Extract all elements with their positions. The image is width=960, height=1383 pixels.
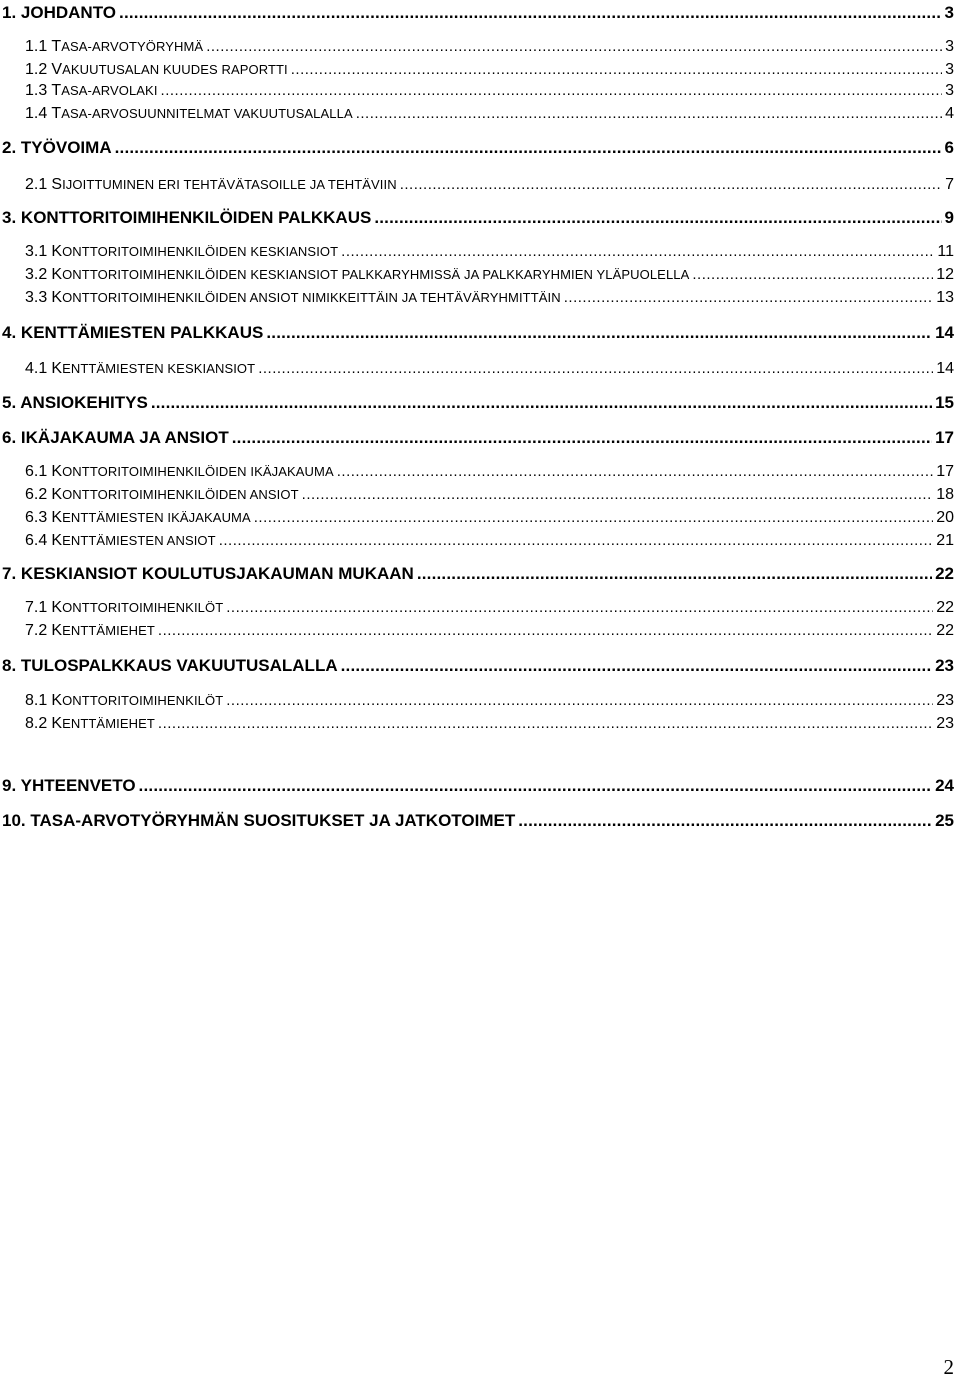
toc-entry-page: 22 [936, 599, 954, 616]
toc-entry-number: 1.3 [25, 82, 48, 99]
toc-entry-text: YHTEENVETO [20, 776, 136, 795]
toc-entry[interactable] [2, 776, 954, 796]
toc-entry-number: 10. [2, 811, 26, 830]
toc-entry-number: 7.2 [25, 622, 48, 639]
toc-entry-page: 3 [944, 3, 954, 22]
toc-entry-title [25, 508, 251, 528]
toc-dot-leader [254, 508, 933, 528]
toc-dot-leader [115, 138, 942, 158]
toc-entry-text: KONTTORITOIMIHENKILÖIDEN KESKIANSIOT PALKKARYHMISSÄ JA PALKKARYHMIEN YLÄPUOLELLA [51, 266, 690, 283]
toc-entry-number: 3.2 [25, 266, 48, 283]
toc-dot-leader [302, 485, 934, 505]
toc-entry-page: 18 [936, 486, 954, 503]
toc-dot-leader [417, 564, 932, 584]
toc-entry-text: KONTTORITOIMIHENKILÖIDEN ANSIOT NIMIKKEITTÄIN JA TEHTÄVÄRYHMITTÄIN [51, 289, 561, 306]
toc-entry-title [25, 242, 338, 262]
toc-entry-number: 8.2 [25, 715, 48, 732]
toc-entry-number: 7. [2, 564, 17, 583]
toc-entry-title [25, 288, 561, 308]
toc-entry-title [2, 656, 338, 676]
toc-dot-leader [139, 776, 933, 796]
toc-entry-page: 15 [935, 393, 954, 412]
toc-entry-text: KENTTÄMIESTEN ANSIOT [51, 532, 216, 549]
toc-entry-title [25, 359, 255, 379]
toc-entry-text: TYÖVOIMA [20, 138, 112, 157]
toc-entry[interactable] [25, 691, 954, 711]
toc-entry-page: 20 [936, 509, 954, 526]
toc-entry-text: TASA-ARVOTYÖRYHMÄ [51, 38, 204, 55]
toc-entry-number: 1.2 [25, 61, 48, 78]
toc-entry-text: KENTTÄMIESTEN IKÄJAKAUMA [51, 509, 251, 526]
toc-entry-title [2, 811, 515, 831]
toc-entry-text: KONTTORITOIMIHENKILÖIDEN ANSIOT [51, 486, 299, 503]
toc-entry[interactable] [25, 359, 954, 379]
toc-entry-page: 4 [945, 105, 954, 122]
toc-entry-text: JOHDANTO [20, 3, 117, 22]
toc-entry[interactable] [25, 621, 954, 641]
toc-entry-page: 6 [944, 138, 954, 157]
toc-entry[interactable] [25, 714, 954, 734]
toc-entry-page: 12 [936, 266, 954, 283]
toc-entry[interactable] [25, 462, 954, 482]
toc-entry-number: 6.3 [25, 509, 48, 526]
toc-entry-title [2, 208, 371, 228]
toc-entry[interactable] [25, 175, 954, 195]
toc-entry-text: KENTTÄMIESTEN KESKIANSIOT [51, 360, 256, 377]
toc-entry-title [25, 81, 158, 101]
toc-entry-page: 11 [937, 243, 954, 260]
toc-entry-page: 25 [935, 811, 954, 830]
toc-entry-title [25, 462, 334, 482]
toc-entry-page: 17 [935, 428, 954, 447]
toc-entry-page: 23 [936, 715, 954, 732]
toc-dot-leader [226, 691, 933, 711]
toc-entry-title [25, 598, 223, 618]
toc-entry-number: 3. [2, 208, 17, 227]
toc-entry[interactable] [2, 323, 954, 343]
toc-dot-leader [119, 3, 942, 23]
toc-entry-number: 8.1 [25, 692, 48, 709]
toc-entry-page: 9 [944, 208, 954, 227]
toc-dot-leader [374, 208, 941, 228]
toc-entry[interactable] [25, 104, 954, 124]
toc-entry-text: TASA-ARVOTYÖRYHMÄN SUOSITUKSET JA JATKOTOIMET [30, 811, 516, 830]
toc-entry-title [2, 138, 112, 158]
toc-entry-number: 6.1 [25, 463, 48, 480]
toc-entry-text: TULOSPALKKAUS VAKUUTUSALALLA [20, 656, 338, 675]
toc-dot-leader [161, 81, 943, 101]
toc-entry-page: 22 [935, 564, 954, 583]
toc-dot-leader [226, 598, 933, 618]
toc-entry-title [2, 564, 414, 584]
toc-entry-title [25, 104, 353, 124]
toc-entry-number: 3.3 [25, 289, 48, 306]
toc-entry[interactable] [25, 81, 954, 101]
toc-entry[interactable] [25, 288, 954, 308]
toc-dot-leader [337, 462, 933, 482]
toc-entry-page: 3 [945, 82, 954, 99]
toc-entry-text: TASA-ARVOLAKI [51, 82, 158, 99]
toc-entry-text: KONTTORITOIMIHENKILÖT [51, 599, 224, 616]
toc-entry-page: 14 [936, 360, 954, 377]
toc-dot-leader [692, 265, 933, 285]
toc-entry-page: 17 [936, 463, 954, 480]
toc-dot-leader [564, 288, 933, 308]
toc-entry[interactable] [25, 60, 954, 80]
toc-entry-number: 1.1 [25, 38, 48, 55]
toc-entry-page: 3 [945, 38, 954, 55]
toc-dot-leader [206, 37, 942, 57]
toc-dot-leader [258, 359, 933, 379]
toc-entry[interactable] [2, 656, 954, 676]
toc-dot-leader [232, 428, 932, 448]
toc-entry[interactable] [2, 208, 954, 228]
toc-dot-leader [266, 323, 932, 343]
toc-entry[interactable] [25, 265, 954, 285]
toc-entry-number: 8. [2, 656, 17, 675]
toc-entry-page: 13 [936, 289, 954, 306]
toc-entry-text: ANSIOKEHITYS [20, 393, 148, 412]
toc-entry-number: 7.1 [25, 599, 48, 616]
toc-entry[interactable] [25, 598, 954, 618]
page-number: 2 [943, 1355, 954, 1379]
toc-entry-number: 2.1 [25, 176, 48, 193]
toc-dot-leader [291, 60, 942, 80]
toc-entry-title [25, 265, 689, 285]
toc-entry-title [25, 60, 288, 80]
toc-entry-title [2, 776, 136, 796]
toc-dot-leader [518, 811, 932, 831]
toc-entry-text: KONTTORITOIMIHENKILÖIDEN KESKIANSIOT [51, 243, 339, 260]
toc-entry-title [25, 485, 299, 505]
toc-entry-page: 7 [945, 176, 954, 193]
toc-entry-text: IKÄJAKAUMA JA ANSIOT [20, 428, 229, 447]
toc-entry[interactable] [2, 3, 954, 23]
toc-entry-title [25, 714, 155, 734]
toc-entry[interactable] [25, 37, 954, 57]
toc-entry[interactable] [25, 242, 954, 262]
toc-entry-text: KENTTÄMIEHET [51, 715, 155, 732]
toc-dot-leader [341, 656, 932, 676]
toc-entry-text: KONTTORITOIMIHENKILÖIDEN PALKKAUS [20, 208, 372, 227]
toc-entry-page: 3 [945, 61, 954, 78]
toc-entry-number: 4.1 [25, 360, 48, 377]
toc-dot-leader [219, 531, 934, 551]
toc-entry-title [25, 691, 223, 711]
toc-dot-leader [400, 175, 942, 195]
toc-entry-title [25, 37, 203, 57]
toc-entry[interactable] [25, 531, 954, 551]
toc-entry-text: KENTTÄMIESTEN PALKKAUS [20, 323, 264, 342]
toc-entry-number: 2. [2, 138, 17, 157]
toc-entry[interactable] [2, 428, 954, 448]
toc-entry-text: KENTTÄMIEHET [51, 622, 155, 639]
toc-entry-number: 5. [2, 393, 17, 412]
toc-entry[interactable] [2, 393, 954, 413]
toc-dot-leader [341, 242, 934, 262]
toc-entry-title [25, 531, 216, 551]
toc-entry-text: KONTTORITOIMIHENKILÖT [51, 692, 224, 709]
toc-entry-title [2, 323, 263, 343]
toc-dot-leader [151, 393, 932, 413]
toc-entry-title [2, 393, 148, 413]
toc-entry[interactable] [25, 485, 954, 505]
toc-entry-number: 1. [2, 3, 17, 22]
toc-entry-number: 6.4 [25, 532, 48, 549]
toc-entry[interactable] [25, 508, 954, 528]
toc-entry-text: VAKUUTUSALAN KUUDES RAPORTTI [51, 61, 288, 78]
toc-entry-number: 3.1 [25, 243, 48, 260]
toc-entry-number: 1.4 [25, 105, 48, 122]
toc-entry-page: 23 [936, 692, 954, 709]
toc-entry-title [2, 428, 229, 448]
toc-entry[interactable] [2, 811, 954, 831]
toc-entry-text: KONTTORITOIMIHENKILÖIDEN IKÄJAKAUMA [51, 463, 334, 480]
toc-entry[interactable] [2, 564, 954, 584]
toc-entry-title [2, 3, 116, 23]
toc-dot-leader [158, 714, 933, 734]
toc-entry-page: 21 [936, 532, 954, 549]
toc-entry-page: 14 [935, 323, 954, 342]
toc-entry-number: 6. [2, 428, 17, 447]
toc-entry-page: 24 [935, 776, 954, 795]
toc-entry-number: 6.2 [25, 486, 48, 503]
toc-entry-title [25, 175, 397, 195]
toc-entry-number: 4. [2, 323, 17, 342]
toc-entry-text: KESKIANSIOT KOULUTUSJAKAUMAN MUKAAN [20, 564, 414, 583]
toc-entry-text: TASA-ARVOSUUNNITELMAT VAKUUTUSALALLA [51, 105, 353, 122]
toc-entry-page: 22 [936, 622, 954, 639]
toc-entry-number: 9. [2, 776, 17, 795]
toc-dot-leader [158, 621, 933, 641]
toc-dot-leader [356, 104, 942, 124]
toc-entry-title [25, 621, 155, 641]
toc-entry-page: 23 [935, 656, 954, 675]
toc-entry[interactable] [2, 138, 954, 158]
toc-entry-text: SIJOITTUMINEN ERI TEHTÄVÄTASOILLE JA TEHTÄVIIN [51, 176, 397, 193]
